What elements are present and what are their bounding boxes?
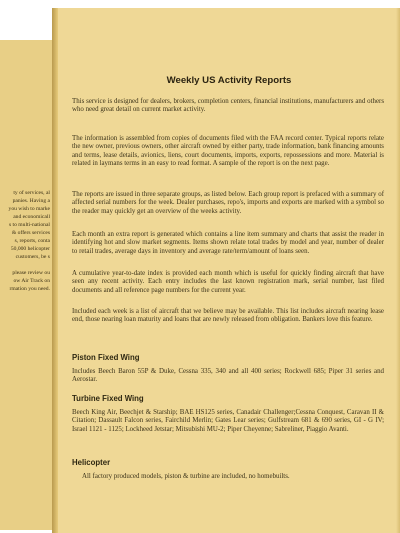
left-page-line: s to multi-national xyxy=(8,222,50,228)
section-text-turbine: Beech King Air, Beechjet & Starship; BAE HS125 series, Canadair Challenger;Cessna Conquest, Caravan II & Citation; Dassault Falcon series, Fairchild Merlin; Gates Lear series; Gulfstream 681 & 690 series, GI - G IV; Israel 1121 - 1125; Lockheed Jetstar; Mitsubishi MU-2; Piper Cheyenne; Sabreliner, Piaggio Avanti. xyxy=(72,409,384,433)
left-page-line: you wish to marke xyxy=(8,206,50,212)
ytd-index-paragraph: A cumulative year-to-date index is provided each month which is useful for quickly finding aircraft that have seen any recent activity. Each entry includes the last known registration mark, serial number, last filed documents and all reference page numbers for the current year. xyxy=(72,270,384,294)
left-page-line: rmation you need. xyxy=(9,286,50,292)
intro-paragraph: This service is designed for dealers, brokers, completion centers, financial institutions, manufacturers and others who need great detail on current market activity. xyxy=(72,98,384,114)
available-aircraft-paragraph: Included each week is a list of aircraft that we believe may be available. This list includes aircraft nearing lease end, those nearing loan maturity and loans that are newly released from obligation. Bankers love this feature. xyxy=(72,308,384,324)
page-title: Weekly US Activity Reports xyxy=(166,75,292,86)
document-page xyxy=(58,8,400,533)
left-page-line: panies. Having a xyxy=(12,198,50,204)
left-page-line: ow Air Track on xyxy=(13,278,50,284)
left-page-line: and economicall xyxy=(13,214,50,220)
left-page-line: & offers services xyxy=(11,230,50,236)
section-heading-piston: Piston Fixed Wing xyxy=(72,353,140,362)
section-heading-turbine: Turbine Fixed Wing xyxy=(72,394,144,403)
left-page-line: 50,000 helicopter xyxy=(10,246,50,252)
page-edge-shadow xyxy=(396,8,400,533)
reports-paragraph: The reports are issued in three separate groups, as listed below. Each group report is prefaced with a summary of affected serial numbers for the week. Dealer purchases, repo's, imports and exports are marked with a symbol so the reader may quickly get an overview of the weeks activity. xyxy=(72,191,384,215)
monthly-report-paragraph: Each month an extra report is generated which contains a line item summary and charts that assist the reader in identifying hot and slow market segments. Items shown relate total trades by model and year, number of dealer to retail trades, average days in inventory and average rate/term/amount of loans seen. xyxy=(72,231,384,255)
left-page-line: s, reports, conta xyxy=(14,238,50,244)
left-page-line: ty of services, al xyxy=(13,190,50,196)
left-page-line: please review ou xyxy=(12,270,50,276)
section-heading-helicopter: Helicopter xyxy=(72,458,111,467)
section-text-helicopter: All factory produced models, piston & turbine are included, no homebuilts. xyxy=(82,473,290,480)
left-page-line: customers, be s xyxy=(15,254,50,260)
left-page xyxy=(0,40,54,530)
information-paragraph: The information is assembled from copies of documents filed with the FAA record center. Typical reports relate the new owner, previous owners, other aircraft owned by either party, trade information, bank financing amounts and terms, lease details, avionics, liens, court documents, imports, exports, repossessions and more. Material is related in laymans terms in an easy to read format. A sample of the report is on the next page. xyxy=(72,135,384,168)
section-text-piston: Includes Beech Baron 55P & Duke, Cessna 335, 340 and all 400 series; Rockwell 685; Piper 31 series and Aerostar. xyxy=(72,368,384,384)
